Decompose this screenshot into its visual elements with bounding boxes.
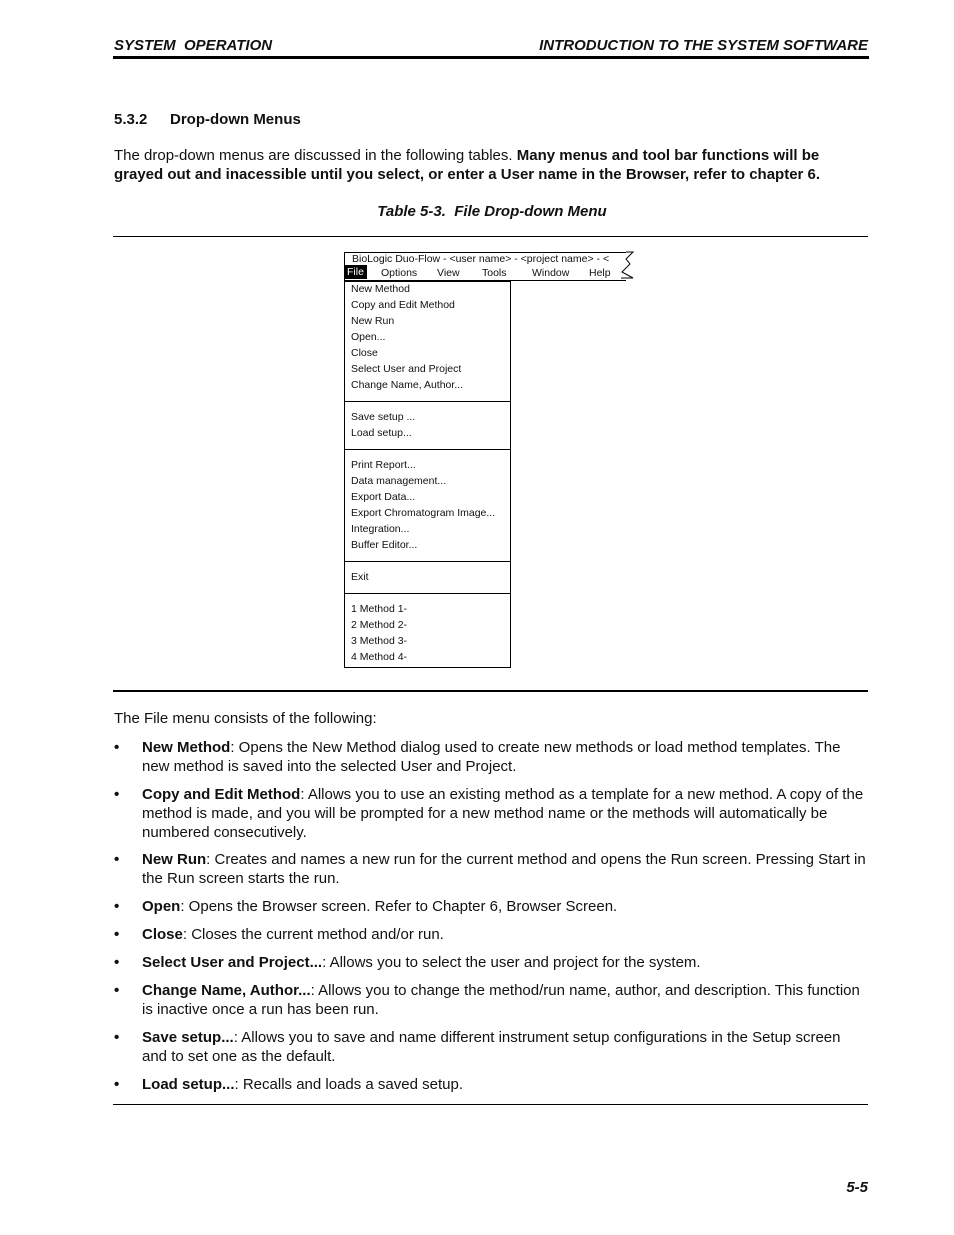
file-menu-item[interactable]: Export Chromatogram Image... <box>351 507 496 519</box>
table-bottom-rule <box>113 690 868 692</box>
file-menu-item[interactable]: Load setup... <box>351 427 412 439</box>
bullet: • <box>114 739 120 756</box>
item-term: Copy and Edit Method <box>142 786 301 803</box>
bottom-rule <box>113 1104 868 1105</box>
menu-tools[interactable]: Tools <box>482 267 507 279</box>
file-menu-item[interactable]: 3 Method 3- <box>351 635 408 647</box>
bullet: • <box>114 982 120 999</box>
bullet: • <box>114 1076 120 1093</box>
item-desc: : Opens the New Method dialog used to create new methods or load method templates. The new method is saved into the selected User and Project. <box>142 739 841 775</box>
menu-separator <box>345 561 510 562</box>
page-number: 5-5 <box>846 1179 868 1196</box>
file-menu-item[interactable]: Integration... <box>351 523 410 535</box>
list-item <box>114 897 866 916</box>
item-term: New Method <box>142 739 231 756</box>
section-heading <box>114 111 301 128</box>
list-item <box>114 1075 866 1094</box>
item-desc: : Allows you to use an existing method as a template for a new method. A copy of the method is made, and you will be prompted for a new method name or the methods will automatically be numbered consecutively. <box>142 786 864 841</box>
intro-plain: The drop-down menus are discussed in the following tables. <box>114 147 517 164</box>
file-menu-item[interactable]: New Run <box>351 315 395 327</box>
item-desc: : Closes the current method and/or run. <box>182 926 444 943</box>
item-desc: : Recalls and loads a saved setup. <box>234 1076 463 1093</box>
bullet: • <box>114 954 120 971</box>
bullet: • <box>114 926 120 943</box>
item-term: Open <box>142 898 181 915</box>
list-item <box>114 785 866 842</box>
list-item <box>114 953 866 972</box>
menu-window[interactable]: Window <box>532 267 570 279</box>
menu-separator <box>345 593 510 594</box>
file-menu-item[interactable]: Close <box>351 347 378 359</box>
list-lead: The File menu consists of the following: <box>114 710 377 727</box>
bullet: • <box>114 898 120 915</box>
intro-paragraph <box>114 146 866 184</box>
file-menu-item[interactable]: 4 Method 4- <box>351 651 408 663</box>
file-menu-item[interactable]: Select User and Project <box>351 363 462 375</box>
file-dropdown-menu <box>344 281 511 668</box>
list-item <box>114 1028 866 1066</box>
running-header <box>113 36 869 59</box>
table-top-rule <box>113 236 868 237</box>
file-menu-item[interactable]: Export Data... <box>351 491 416 503</box>
menu-separator <box>345 449 510 450</box>
file-menu-item[interactable]: Save setup ... <box>351 411 416 423</box>
item-desc: : Allows you to save and name different instrument setup configurations in the Setup screen and to set one as the default. <box>142 1029 841 1065</box>
list-item <box>114 738 866 776</box>
file-menu-item[interactable]: Print Report... <box>351 459 416 471</box>
item-term: Change Name, Author... <box>142 982 311 999</box>
table-caption: Table 5-3. File Drop-down Menu <box>377 203 607 220</box>
bullet: • <box>114 1029 120 1046</box>
header-right: INTRODUCTION TO THE SYSTEM SOFTWARE <box>539 37 868 54</box>
file-menu-item[interactable]: Copy and Edit Method <box>351 299 455 311</box>
item-term: Load setup... <box>142 1076 235 1093</box>
intro-bold: Many menus and tool bar functions will be grayed out and inacessible until you select, or enter a User name in the Browser, refer to chapter 6. <box>114 147 821 183</box>
menu-help[interactable]: Help <box>589 267 611 279</box>
item-desc: : Opens the Browser screen. Refer to Chapter 6, Browser Screen. <box>180 898 618 915</box>
bullet: • <box>114 851 120 868</box>
section-title: Drop-down Menus <box>170 111 301 128</box>
item-term: New Run <box>142 851 207 868</box>
list-item <box>114 981 866 1019</box>
menu-bar <box>344 266 626 281</box>
file-menu-item[interactable]: New Method <box>351 283 410 295</box>
item-desc: : Creates and names a new run for the current method and opens the Run screen. Pressing Start in the Run screen starts the run. <box>142 851 866 887</box>
file-menu-item[interactable]: Open... <box>351 331 386 343</box>
bullet: • <box>114 786 120 803</box>
list-item <box>114 925 866 944</box>
section-number: 5.3.2 <box>114 111 148 128</box>
item-term: Select User and Project... <box>142 954 323 971</box>
item-desc: : Allows you to change the method/run name, author, and description. This function is inactive once a run has been run. <box>142 982 860 1018</box>
item-term: Close <box>142 926 183 943</box>
window-title: BioLogic Duo-Flow - <user name> - <project name> - < <box>352 253 610 265</box>
item-desc: : Allows you to select the user and project for the system. <box>322 954 701 971</box>
header-left: SYSTEM OPERATION <box>114 37 273 54</box>
menu-view[interactable]: View <box>437 267 460 279</box>
item-term: Save setup... <box>142 1029 234 1046</box>
window-title-bar <box>344 252 626 266</box>
file-menu-item[interactable]: Buffer Editor... <box>351 539 418 551</box>
list-item <box>114 850 866 888</box>
file-menu-item[interactable]: 2 Method 2- <box>351 619 408 631</box>
file-menu-item[interactable]: Exit <box>351 571 369 583</box>
menu-options[interactable]: Options <box>381 267 418 279</box>
menu-separator <box>345 401 510 402</box>
file-menu-item[interactable]: Data management... <box>351 475 447 487</box>
file-menu-item[interactable]: Change Name, Author... <box>351 379 464 391</box>
file-menu-item[interactable]: 1 Method 1- <box>351 603 408 615</box>
menu-file[interactable]: File <box>345 265 367 279</box>
